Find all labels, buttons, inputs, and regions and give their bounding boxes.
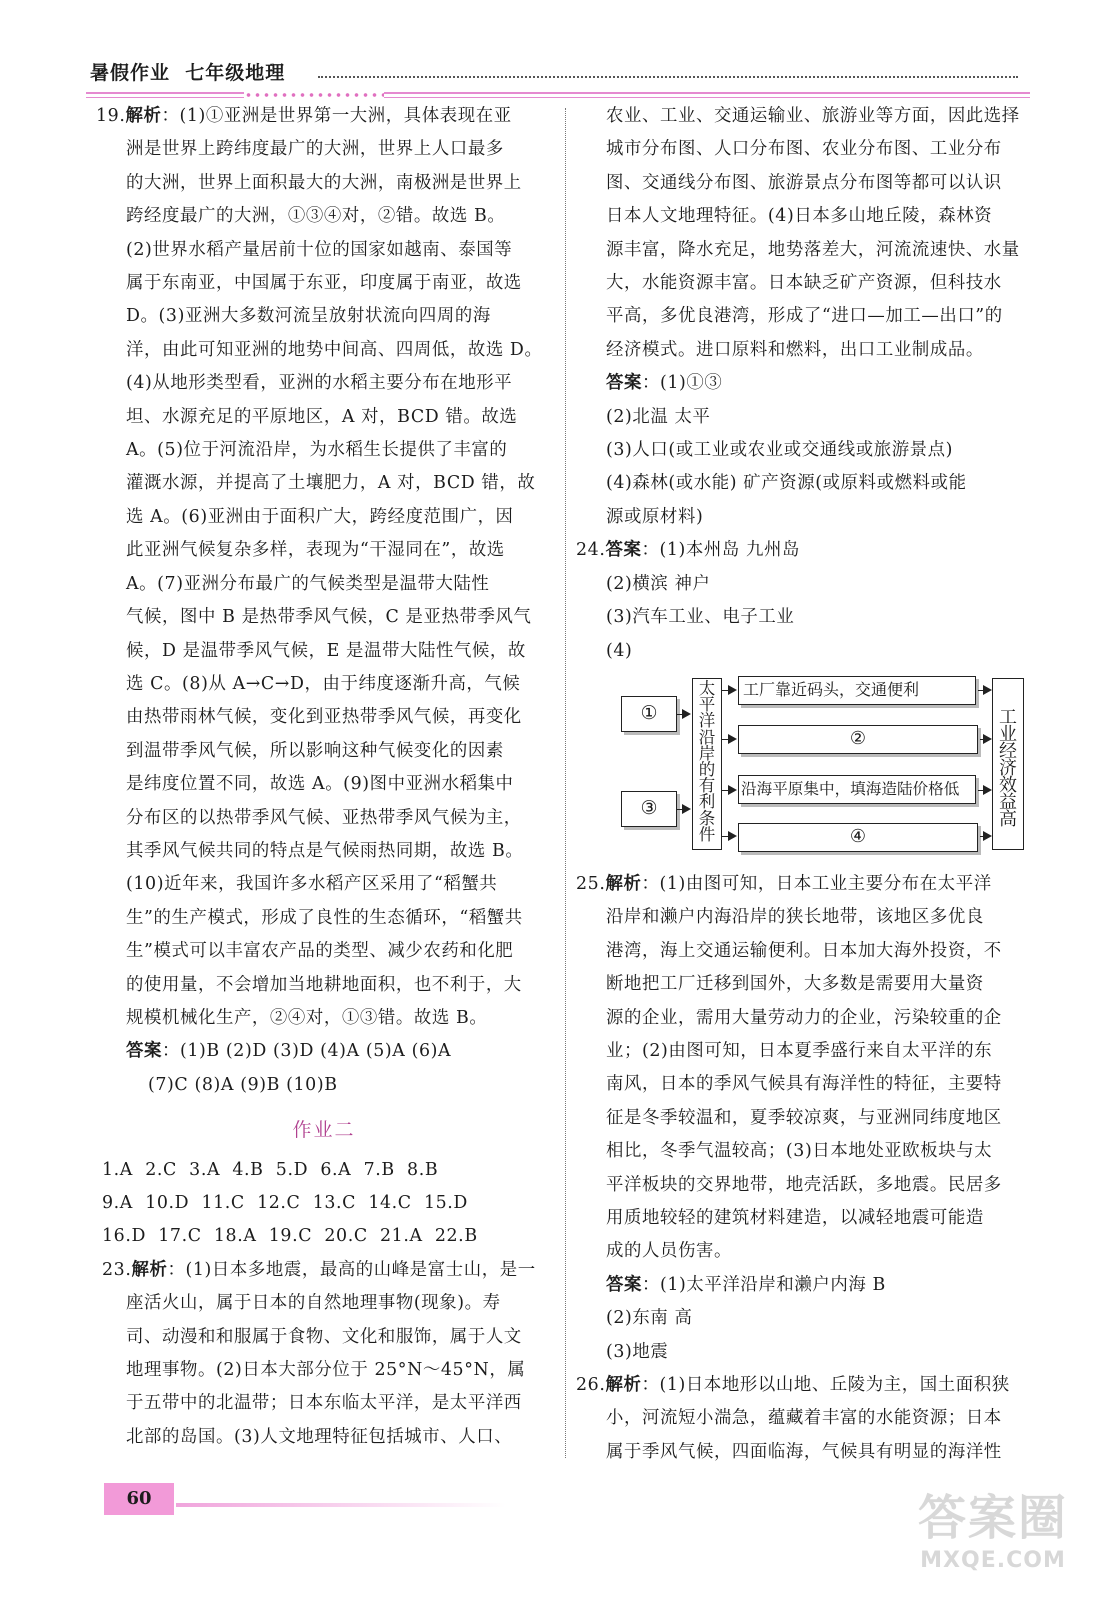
q26-first-line [576, 1369, 1038, 1402]
q19-line: 洲是世界上跨纬度最广的大洲，世界上人口最多 [126, 139, 504, 160]
arrow-row4-head [728, 831, 737, 841]
q23-cont-line: 农业、工业、交通运输业、旅游业等方面，因此选择 [606, 106, 1020, 126]
column-divider [565, 108, 566, 1458]
result-vertical-char: 益 [999, 792, 1017, 813]
q23-line: 司、动漫和和服属于食物、文化和服饰，属于人文 [126, 1326, 522, 1347]
q19-line: 的大洲，世界上面积最大的大洲，南极洲是世界上 [126, 172, 522, 193]
q25-label: 解析 [605, 873, 642, 894]
q25-line: 源的企业，需用大量劳动力的企业，污染较重的企 [606, 1007, 1002, 1028]
q23-text: ：(1)日本多地震，最高的山峰是富士山，是一 [167, 1259, 536, 1280]
q25-line: 南风，日本的季风气候具有海洋性的特征，主要特 [606, 1074, 1002, 1095]
q19-line: 候，D 是温带季风气候，E 是温带大陆性气候，故 [126, 640, 526, 661]
q24-first-line [576, 534, 1038, 567]
q23-answer-label: 答案 [606, 373, 642, 394]
question-19-answer [96, 1035, 552, 1102]
question-23-continued [576, 100, 1038, 367]
arrow-to-result-1-head [983, 685, 992, 695]
q24-line: (4) [606, 640, 633, 661]
q23-answer-line: 源或原材料) [606, 506, 704, 527]
diagram-row-1: 工厂靠近码头，交通便利 [738, 676, 976, 705]
q23-line: 座活火山，属于日本的自然地理事物(现象)。寿 [126, 1293, 501, 1314]
q26-line: 小，河流短小湍急，蕴藏着丰富的水能资源；日本 [606, 1408, 1002, 1429]
center-vertical-char: 沿 [698, 727, 716, 747]
page-number: 60 [104, 1483, 174, 1515]
question-24 [576, 534, 1038, 668]
left-column [96, 100, 552, 1454]
q25-line: 成的人员伤害。 [606, 1241, 732, 1262]
result-vertical-char: 经 [999, 741, 1017, 762]
arrow-row3-head [728, 785, 737, 795]
q23-number: 23. [102, 1259, 132, 1280]
q19-line: 由热带雨林气候，变化到亚热带季风气候，再变化 [126, 707, 522, 728]
q25-line: 断地把工厂迁移到国外，大多数是需要用大量资 [606, 974, 984, 995]
q19-line: 生”的生产模式，形成了良性的生态循环，“稻蟹共 [126, 907, 523, 928]
q19-line: 灌溉水源，并提高了土壤肥力，A 对，BCD 错，故 [126, 473, 536, 494]
q19-line: 是纬度位置不同，故选 A。(9)图中亚洲水稻集中 [126, 774, 514, 795]
question-19 [96, 100, 552, 1035]
q23-answer-line: (4)森林(或水能) 矿产资源(或原料或燃料或能 [606, 473, 967, 494]
q23-answer-line: (2)北温 太平 [606, 406, 711, 427]
center-vertical-char: 洋 [698, 711, 716, 731]
section-title: 作业二 [292, 1119, 356, 1142]
center-vertical-char: 有 [698, 776, 716, 796]
diagram-row-3: 沿海平原集中，填海造陆价格低 [738, 775, 976, 804]
result-vertical-char: 济 [999, 758, 1017, 779]
header-dotted-rule [318, 76, 1018, 78]
flow-diagram [616, 673, 1030, 857]
q19-line: 其季风气候共同的特点是气候雨热同期，故选 B。 [126, 840, 524, 861]
q19-first-line [96, 100, 552, 133]
question-25 [576, 868, 1038, 1269]
arrow-3-head [682, 804, 691, 814]
page-header-title: 暑假作业 七年级地理 [90, 62, 286, 84]
q23-cont-line: 日本人文地理特征。(4)日本多山地丘陵，森林资 [606, 206, 993, 227]
diagram-row-4: ④ [738, 823, 978, 852]
q24-line: (2)横滨 神户 [606, 573, 711, 594]
q25-line: 业；(2)由图可知，日本夏季盛行来自太平洋的东 [606, 1040, 993, 1061]
result-vertical-char: 效 [999, 775, 1017, 796]
q25-line: 用质地较轻的建筑材料建造，以减轻地震可能造 [606, 1207, 984, 1228]
q19-line: 跨经度最广的大洲，①③④对，②错。故选 B。 [126, 206, 506, 227]
q25-answer-label: 答案 [606, 1274, 642, 1295]
q19-line: (2)世界水稻产量居前十位的国家如越南、泰国等 [126, 239, 513, 260]
q19-line: 分布区的以热带季风气候、亚热带季风气候为主， [126, 807, 522, 828]
q23-cont-line: 城市分布图、人口分布图、农业分布图、工业分布 [606, 139, 1002, 160]
q23-label: 解析 [131, 1259, 168, 1280]
arrow-to-result-3-head [983, 785, 992, 795]
q24-label: 答案 [605, 540, 642, 561]
q23-answer-first [576, 367, 1038, 400]
q25-line: 港湾，海上交通运输便利。日本加大海外投资，不 [606, 940, 1002, 961]
q19-line: (10)近年来，我国许多水稻产区采用了“稻蟹共 [126, 874, 498, 895]
q25-first-line [576, 868, 1038, 901]
q25-answer-text: ：(1)太平洋沿岸和濑户内海 B [641, 1274, 886, 1295]
q19-answer-label: 答案 [126, 1041, 162, 1062]
diagram-result-vertical-box [992, 678, 1024, 850]
question-23-answer [576, 367, 1038, 534]
q23-first-line [102, 1254, 552, 1287]
diagram-row-2: ② [738, 725, 978, 754]
q19-line: 的使用量，不会增加当地耕地面积，也不利于，大 [126, 974, 522, 995]
mc-row: 1.A 2.C 3.A 4.B 5.D 6.A 7.B 8.B [102, 1159, 439, 1180]
mc-row: 16.D 17.C 18.A 19.C 20.C 21.A 22.B [102, 1226, 478, 1247]
q19-line: 气候，图中 B 是热带季风气候，C 是亚热带季风气 [126, 607, 532, 628]
header-decorative-band [86, 92, 1030, 100]
multiple-choice-answers [96, 1154, 552, 1254]
q24-number: 24. [576, 540, 606, 561]
diagram-box-1: ① [621, 696, 677, 732]
q24-line: (3)汽车工业、电子工业 [606, 607, 795, 628]
arrow-to-result-4-head [983, 831, 992, 841]
q25-answer-line: (2)东南 高 [606, 1308, 693, 1329]
q25-line: 相比，冬季气温较高；(3)日本地处亚欧板块与太 [606, 1141, 993, 1162]
q26-number: 26. [576, 1375, 606, 1395]
question-25-answer [576, 1269, 1038, 1369]
q19-line: A。(7)亚洲分布最广的气候类型是温带大陆性 [126, 573, 490, 594]
q19-line: 属于东南亚，中国属于东亚，印度属于南亚，故选 [126, 273, 522, 294]
q19-number: 19. [96, 106, 126, 126]
arrow-row1-head [728, 685, 737, 695]
q24-text: ：(1)本州岛 九州岛 [641, 540, 800, 561]
center-vertical-char: 岸 [698, 743, 716, 763]
footer-rule [176, 1503, 506, 1507]
q23-line: 地理事物。(2)日本大部分位于 25°N～45°N，属 [126, 1360, 526, 1381]
q19-line: 生”模式可以丰富农产品的类型、减少农药和化肥 [126, 941, 514, 962]
q19-line: 规模机械化生产，②④对，①③错。故选 B。 [126, 1007, 488, 1028]
q19-answer-line: (7)C (8)A (9)B (10)B [148, 1074, 338, 1095]
watermark-logo: 答案圈 MXQE.COM [917, 1490, 1068, 1573]
q25-line: 征是冬季较温和，夏季较凉爽，与亚洲同纬度地区 [606, 1107, 1002, 1128]
q19-answer-first [96, 1035, 552, 1068]
result-vertical-char: 高 [999, 809, 1017, 830]
q19-line: (4)从地形类型看，亚洲的水稻主要分布在地形平 [126, 373, 513, 394]
q19-text: ：(1)①亚洲是世界第一大洲，具体表现在亚 [161, 106, 512, 126]
center-vertical-char: 利 [698, 792, 716, 812]
q19-label: 解析 [125, 106, 162, 126]
center-vertical-char: 平 [698, 695, 716, 715]
q23-cont-line: 经济模式。进口原料和燃料，出口工业制成品。 [606, 339, 984, 360]
diagram-center-vertical-box [692, 678, 722, 850]
q25-answer-first [576, 1269, 1038, 1302]
q23-answer-line: (3)人口(或工业或农业或交通线或旅游景点) [606, 440, 954, 461]
q23-cont-line: 图、交通线分布图、旅游景点分布图等都可以认识 [606, 172, 1002, 193]
q19-line: 此亚洲气候复杂多样，表现为“干湿同在”，故选 [126, 540, 505, 561]
q26-text: ：(1)日本地形以山地、丘陵为主，国土面积狭 [641, 1375, 1010, 1395]
result-vertical-char: 业 [999, 724, 1017, 745]
center-vertical-char: 太 [698, 679, 716, 698]
result-vertical-char: 工 [999, 707, 1017, 728]
q23-line: 于五带中的北温带；日本东临太平洋，是太平洋西 [126, 1393, 522, 1414]
q19-line: 洋，由此可知亚洲的地势中间高、四周低，故选 D。 [126, 339, 543, 360]
mc-row: 9.A 10.D 11.C 12.C 13.C 14.C 15.D [102, 1193, 468, 1213]
q23-cont-line: 大，水能资源丰富。日本缺乏矿产资源，但科技水 [606, 273, 1002, 294]
question-26 [576, 1369, 1038, 1469]
arrow-1-head [682, 709, 691, 719]
diagram-box-3: ③ [621, 791, 677, 827]
q23-line: 北部的岛国。(3)人文地理特征包括城市、人口、 [126, 1426, 513, 1447]
q25-text: ：(1)由图可知，日本工业主要分布在太平洋 [641, 873, 992, 894]
center-vertical-char: 的 [698, 760, 716, 780]
q19-line: 选 C。(8)从 A→C→D，由于纬度逐渐升高，气候 [126, 673, 521, 694]
q26-line: 属于季风气候，四面临海，气候具有明显的海洋性 [606, 1441, 1002, 1462]
q25-answer-line: (3)地震 [606, 1341, 669, 1362]
q26-label: 解析 [605, 1375, 642, 1395]
q19-line: 坦、水源充足的平原地区，A 对，BCD 错。故选 [126, 406, 518, 427]
q23-cont-line: 源丰富，降水充足，地势落差大，河流流速快、水量 [606, 239, 1020, 260]
q19-line: 选 A。(6)亚洲由于面积广大，跨经度范围广，因 [126, 506, 514, 527]
center-vertical-char: 件 [698, 824, 716, 844]
center-vertical-char: 条 [698, 808, 716, 828]
q25-line: 平洋板块的交界地带，地壳活跃，多地震。民居多 [606, 1174, 1002, 1195]
q23-cont-line: 平高，多优良港湾，形成了“进口—加工—出口”的 [606, 306, 1003, 327]
q19-line: D。(3)亚洲大多数河流呈放射状流向四周的海 [126, 306, 491, 327]
question-23 [96, 1254, 552, 1454]
q19-answer-text: ：(1)B (2)D (3)D (4)A (5)A (6)A [161, 1041, 452, 1062]
q19-line: 到温带季风气候，所以影响这种气候变化的因素 [126, 740, 504, 761]
q25-number: 25. [576, 873, 606, 894]
arrow-to-result-2-head [983, 734, 992, 744]
q23-answer-text: ：(1)①③ [641, 373, 723, 394]
q19-line: A。(5)位于河流沿岸，为水稻生长提供了丰富的 [126, 440, 508, 461]
arrow-row2-head [728, 734, 737, 744]
q25-line: 沿岸和濑户内海沿岸的狭长地带，该地区多优良 [606, 907, 984, 928]
